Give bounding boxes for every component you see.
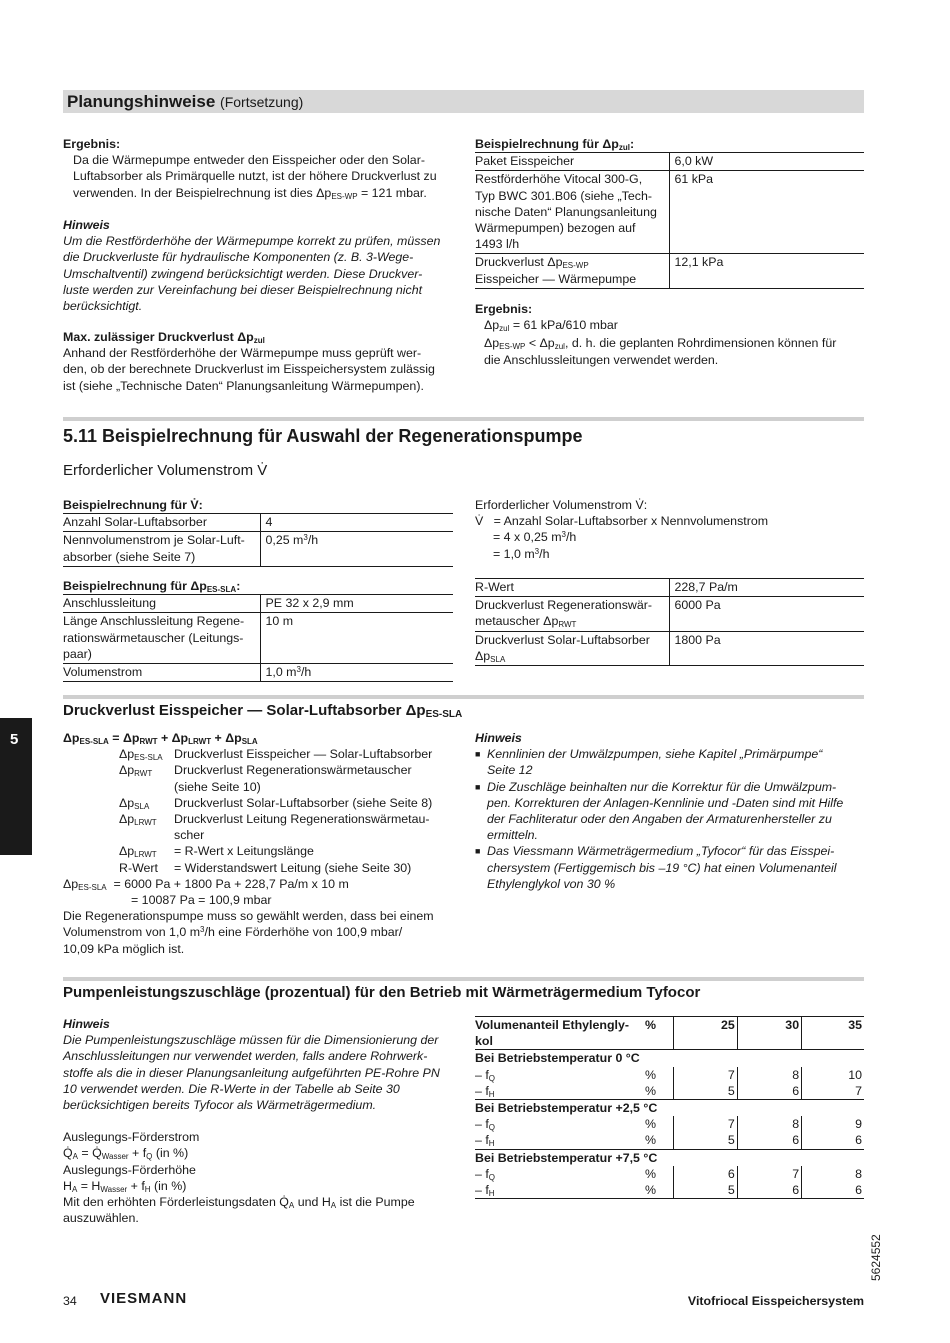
auslegung-foerderhoehe-formula: $H_A = H_{Wasser} + f_H$ (in %) <box>63 1178 187 1194</box>
auslegung-foerderstrom-formula: $Q̇_A$ = $Q̇_{Wasser} + f_Q$ (in %) <box>63 1146 189 1162</box>
table-row: Anzahl Solar-Luftabsorber 4 <box>63 514 453 532</box>
bsp-zul-table <box>475 152 864 289</box>
table-row: – $f_Q$ % 6 7 8 <box>475 1166 862 1182</box>
volumenstrom-calc <box>475 497 864 562</box>
table-row: – $f_H$ % 5 6 6 <box>475 1133 862 1149</box>
section-rule <box>63 417 864 421</box>
ergebnis-block <box>63 136 458 201</box>
chapter-tab: 5 <box>0 718 32 855</box>
viessmann-logo: VIESMANN <box>100 1290 188 1307</box>
list-item: ■ Die Zuschläge beinhalten nur die Korrektur für die Umwälzpum- pen. Korrekturen der Anlagen-Kennlinie und -Daten sind mit Hilfe der Fachliteratur oder den Angaben der Armaturenhersteller zu ermitteln. <box>475 779 864 844</box>
table-row: Nennvolumenstrom je Solar-Luft- absorber (siehe Seite 7) 0,25 $m^3/h$ <box>63 532 453 566</box>
pumpen-title: Pumpenleistungszuschläge (prozentual) für den Betrieb mit Wärmeträgermedium Tyfocor <box>63 984 701 1001</box>
legend-row: R-Wert = Widerstandswert Leitung (siehe Seite 30) <box>119 860 412 875</box>
bsp-zul-heading: Beispielrechnung für $\Delta p_{zul}$: <box>475 137 635 152</box>
vol-calc-line4: = 1,0 $m^3/h$ <box>493 546 550 561</box>
table-row: Druckverlust Solar-Luftabsorber $\Delta p_{SLA}$ 1800 Pa <box>475 631 864 665</box>
table-row: Anschlussleitung PE 32 x 2,9 mm <box>63 595 453 613</box>
table-row: R-Wert 228,7 Pa/m <box>475 579 864 597</box>
page-header-title: Planungshinweise (Fortsetzung) <box>67 92 304 111</box>
volumenstrom-subtitle: Erforderlicher Volumenstrom V̇ <box>63 462 268 479</box>
formula-legend <box>119 746 432 876</box>
table-row: – $f_Q$ % 7 8 10 <box>475 1067 862 1083</box>
table-row: – $f_H$ % 5 6 7 <box>475 1083 862 1099</box>
table-row: – $f_H$ % 5 6 6 <box>475 1183 862 1199</box>
bsp-v-table <box>63 513 453 567</box>
bsp-es-block <box>63 578 453 682</box>
vol-calc-line3: = 4 x 0,25 $m^3/h$ <box>493 530 577 545</box>
pumpen-final-text: Mit den erhöhten Förderleistungsdaten $Q̇_A$ und $H_A$ ist die Pumpe auszuwählen. <box>63 1195 415 1226</box>
ergebnis-heading: Ergebnis: <box>63 137 121 151</box>
section-title: 5.11 Beispielrechnung für Auswahl der Regenerationspumpe <box>63 426 583 446</box>
auslegung-foerderstrom-label: Auslegungs-Förderstrom <box>63 1130 200 1145</box>
hinweis2-list <box>475 746 864 892</box>
table-group-row: Bei Betriebstemperatur 0 °C <box>475 1050 864 1067</box>
vol-calc-line1: Erforderlicher Volumenstrom V̇: <box>475 498 648 512</box>
pumpen-text-block <box>63 1016 458 1226</box>
table-row: Restförderhöhe Vitocal 300-G, Typ BWC 301.B06 (siehe „Tech- nische Daten“ Planungsanleitung Wärmepumpen) bezogen auf 1493 l/h 61 kPa <box>475 171 864 254</box>
hinweis2-block <box>475 730 864 892</box>
pumpen-hinweis-text: Die Pumpenleistungszuschläge müssen für die Dimensionierung der Anschlussleitungen nur verwendet werden, falls andere Rohrwerk- stoffe als die in dieser Planungsanleitung aufgeführten PE-Rohre PN 10 verwendet werden. Die R-Werte in der Tabelle ab Seite 30 berücksichtigen bereits Tyfocor als Wärmeträgermedium. <box>63 1033 440 1113</box>
bsp-zul-block <box>475 136 864 289</box>
hinweis-heading: Hinweis <box>63 218 110 232</box>
bsp-v-heading: Beispielrechnung für V̇: <box>63 498 203 512</box>
druckverlust-calc1: $\Delta p_{ES-SLA} = 6000$ Pa + 1800 Pa + 228,7 Pa/m x 10 m <box>63 876 349 892</box>
table-row: Paket Eisspeicher 6,0 kW <box>475 153 864 171</box>
max-druckverlust-heading: Max. zulässiger Druckverlust $\Delta p_{zul}$ <box>63 330 265 345</box>
page-header-bar <box>63 90 864 113</box>
bsp-es-heading: Beispielrechnung für $\Delta p_{ES-SLA}$: <box>63 579 241 594</box>
zuschlag-table-block <box>475 1016 864 1199</box>
ergebnis2-line3: die Anschlussleitungen verwendet werden. <box>484 352 719 367</box>
druckverlust-heading: Druckverlust Eisspeicher — Solar-Luftabsorber $\Delta p_{ES-SLA}$ <box>63 702 463 720</box>
ergebnis2-line1: $\Delta p_{zul} = 61$ kPa/610 mbar <box>484 318 618 334</box>
table-row: Druckverlust Regenerationswär- metauscher $\Delta p_{RWT}$ 6000 Pa <box>475 597 864 631</box>
ergebnis2-heading: Ergebnis: <box>475 302 533 316</box>
druckverlust-formula-block <box>63 730 458 957</box>
pumpen-rule <box>63 977 864 981</box>
zuschlag-table <box>475 1016 864 1199</box>
legend-row: $\Delta p_{LRWT}$ = R-Wert x Leitungslänge <box>119 844 314 860</box>
ergebnis2-block <box>475 301 864 368</box>
rwert-table <box>475 578 864 666</box>
legend-row: $\Delta p_{RWT}$ Druckverlust Regenerationswärmetauscher (siehe Seite 10) <box>119 763 412 794</box>
hinweis-block <box>63 217 458 314</box>
hinweis2-heading: Hinweis <box>475 731 522 745</box>
page-number: 34 <box>63 1294 77 1308</box>
list-item: ■ Das Viessmann Wärmeträgermedium „Tyfocor“ für das Eisspei- chersystem (Fertiggemisch bis –19 °C) hat einen Volumenanteil Ethylenglykol von 30 % <box>475 843 864 892</box>
legend-row: $\Delta p_{LRWT}$ Druckverlust Leitung Regenerationswärmetau- scher <box>119 812 430 843</box>
legend-row: $\Delta p_{ES-SLA}$ Druckverlust Eisspeicher — Solar-Luftabsorber <box>119 747 433 763</box>
table-header-row: Volumenanteil Ethylengly- kol % 25 30 35 <box>475 1018 862 1049</box>
vol-calc-line2: V̇ = Anzahl Solar-Luftabsorber x Nennvolumenstrom <box>475 514 769 529</box>
druckverlust-conclusion: Die Regenerationspumpe muss so gewählt werden, dass bei einem Volumenstrom von 1,0 $m^3/h$ eine Förderhöhe von 100,9 mbar/ 10,09 kPa möglich ist. <box>63 909 434 956</box>
table-row: Länge Anschlussleitung Regene- rationswärmetauscher (Leitungs- paar) 10 m <box>63 613 453 664</box>
table-row: Volumenstrom 1,0 $m^3/h$ <box>63 664 453 682</box>
legend-row: $\Delta p_{SLA}$ Druckverlust Solar-Luftabsorber (siehe Seite 8) <box>119 795 433 811</box>
footer-product-name: Vitofriocal Eisspeichersystem <box>687 1294 864 1308</box>
auslegung-foerderhoehe-label: Auslegungs-Förderhöhe <box>63 1162 196 1177</box>
table-row: Druckverlust $\Delta p_{ES-WP}$ Eisspeicher — Wärmepumpe 12,1 kPa <box>475 254 864 288</box>
druckverlust-formula: $\Delta p_{ES-SLA} = \Delta p_{RWT} + \Delta p_{LRWT} + \Delta p_{SLA}$ <box>63 731 258 746</box>
bsp-es-table <box>63 594 453 682</box>
bsp-v-block <box>63 497 453 567</box>
druckverlust-calc2: = 10087 Pa = 100,9 mbar <box>131 893 272 908</box>
max-druckverlust-text: Anhand der Restförderhöhe der Wärmepumpe muss geprüft wer- den, ob der berechnete Druckverlust im Eisspeichersystem zulässig ist (siehe „Technische Daten“ Planungsanleitung Wärmepumpen). <box>63 346 435 393</box>
table-row: – $f_Q$ % 7 8 9 <box>475 1117 862 1133</box>
max-druckverlust-block <box>63 329 458 394</box>
pumpen-hinweis-heading: Hinweis <box>63 1017 110 1031</box>
document-number: 5624552 <box>869 1234 883 1281</box>
list-item: ■ Kennlinien der Umwälzpumpen, siehe Kapitel „Primärpumpe“ Seite 12 <box>475 746 864 778</box>
ergebnis-text: Da die Wärmepumpe entweder den Eisspeicher oder den Solar- Luftabsorber als Primärquelle nutzt, ist der höhere Druckverlust zu verwenden. In der Beispielrechnung ist dies $\Delta p_{ES-WP} = 121$ mbar. <box>73 153 437 201</box>
druckverlust-rule <box>63 695 864 699</box>
rwert-block <box>475 578 864 666</box>
table-group-row: Bei Betriebstemperatur +7,5 °C <box>475 1149 864 1166</box>
hinweis-text: Um die Restförderhöhe der Wärmepumpe korrekt zu prüfen, müssen die Druckverluste für hydraulische Komponenten (z. B. 3-Wege- Umschaltventil) zwingend berücksichtigt werden. Diese Druckver- luste werden zur Vereinfachung bei dieser Beispielrechnung nicht berücksichtigt. <box>63 234 441 314</box>
ergebnis2-line2: $\Delta p_{ES-WP} < \Delta p_{zul}$, d. h. die geplanten Rohrdimensionen können für <box>484 336 837 352</box>
table-group-row: Bei Betriebstemperatur +2,5 °C <box>475 1100 864 1117</box>
